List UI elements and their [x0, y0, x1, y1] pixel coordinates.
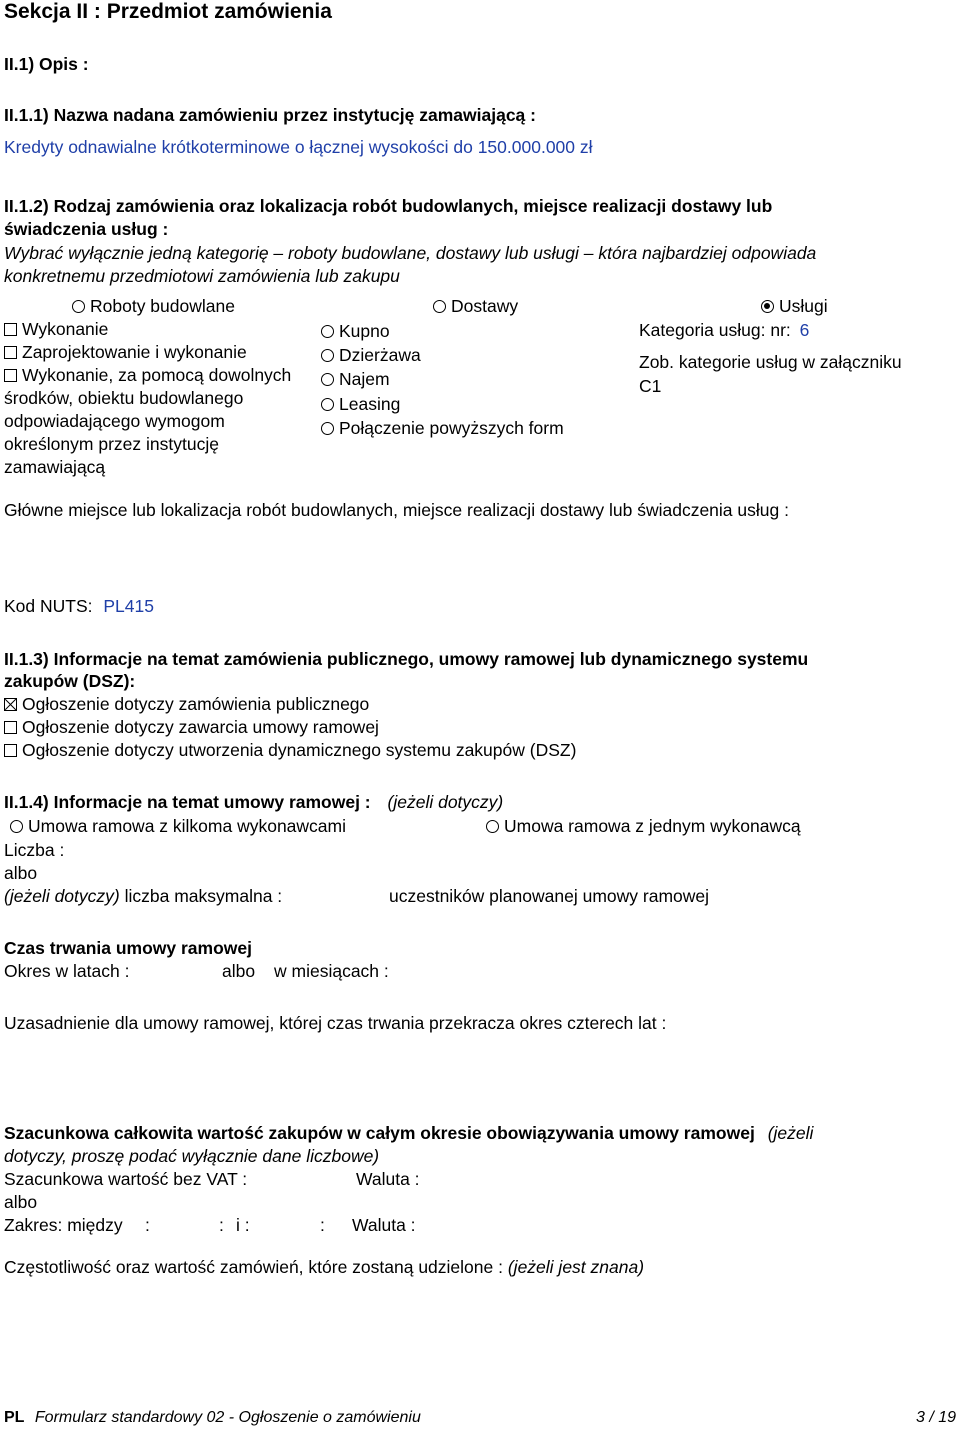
total-value-note-line1: (jeżeli — [767, 1123, 814, 1143]
framework-many-label: Umowa ramowa z kilkoma wykonawcami — [28, 816, 346, 836]
works-option-cont: określonym przez instytucję — [4, 434, 219, 454]
ii11-heading: II.1.1) Nazwa nadana zamówieniu przez instytucję zamawiającą : — [4, 105, 536, 125]
range-sep: : — [145, 1215, 150, 1235]
ii13-option-dps[interactable] — [4, 739, 576, 762]
supply-option-leasing[interactable] — [321, 393, 400, 416]
service-category-value: 6 — [799, 320, 810, 340]
radio-icon[interactable] — [321, 325, 334, 338]
section-title: Sekcja II : Przedmiot zamówienia — [4, 0, 332, 23]
radio-icon[interactable] — [321, 398, 334, 411]
ii13-option-framework[interactable] — [4, 716, 379, 739]
checkbox-icon[interactable] — [4, 323, 17, 336]
years-label: Okres w latach : — [4, 961, 130, 981]
frequency-note: (jeżeli jest znana) — [507, 1257, 645, 1277]
framework-many-option[interactable] — [10, 815, 346, 838]
type-works-label: Roboty budowlane — [90, 296, 235, 316]
ii12-heading-line1: II.1.2) Rodzaj zamówienia oraz lokalizacja robót budowlanych, miejsce realizacji dostawy lub — [4, 196, 773, 216]
works-option-realisation[interactable] — [4, 364, 291, 387]
framework-one-option[interactable] — [486, 815, 801, 838]
framework-one-label: Umowa ramowa z jednym wykonawcą — [504, 816, 801, 836]
justification-label: Uzasadnienie dla umowy ramowej, której czas trwania przekracza okres czterech lat : — [4, 1013, 667, 1033]
ii12-heading-line2: świadczenia usług : — [4, 219, 169, 239]
works-option-cont: zamawiającą — [4, 457, 106, 477]
ii13-option-public-contract[interactable] — [4, 693, 369, 716]
estimated-label: Szacunkowa wartość bez VAT : — [4, 1169, 248, 1189]
supply-option-combination[interactable] — [321, 417, 564, 440]
ii13-option-label: Ogłoszenie dotyczy utworzenia dynamicznego systemu zakupów (DSZ) — [22, 740, 577, 760]
service-category-label: Kategoria usług: nr: — [639, 320, 791, 340]
checkbox-icon[interactable] — [4, 369, 17, 382]
total-value-note-line2: dotyczy, proszę podać wyłącznie dane liczbowe) — [4, 1146, 380, 1166]
nuts-label: Kod NUTS: — [4, 596, 93, 616]
currency-label: Waluta : — [356, 1169, 420, 1189]
ii13-heading-line1: II.1.3) Informacje na temat zamówienia publicznego, umowy ramowej lub dynamicznego systemu — [4, 649, 809, 669]
service-category — [639, 319, 809, 342]
footer-left — [4, 1406, 421, 1429]
total-value-heading: Szacunkowa całkowita wartość zakupów w całym okresie obowiązywania umowy ramowej — [4, 1123, 755, 1143]
nuts-code — [4, 595, 154, 618]
works-option-design-execution[interactable] — [4, 341, 247, 364]
footer-page: 3 / 19 — [915, 1409, 956, 1426]
or-label-duration: albo — [222, 961, 256, 981]
supply-option-label: Najem — [339, 369, 390, 389]
radio-icon[interactable] — [321, 422, 334, 435]
count-label: Liczba : — [4, 840, 65, 860]
service-note-line1: Zob. kategorie usług w załączniku — [639, 352, 902, 372]
frequency-label: Częstotliwość oraz wartość zamówień, które zostaną udzielone : — [4, 1257, 503, 1277]
radio-icon[interactable] — [486, 820, 499, 833]
contract-name-value: Kredyty odnawialne krótkoterminowe o łącznej wysokości do 150.000.000 zł — [4, 137, 593, 157]
supply-option-lease[interactable] — [321, 344, 421, 367]
duration-heading: Czas trwania umowy ramowej — [4, 938, 252, 958]
works-option-cont: środków, obiektu budowlanego — [4, 388, 244, 408]
checkbox-icon[interactable] — [4, 721, 17, 734]
or-label: albo — [4, 863, 38, 883]
footer-lang: PL — [4, 1409, 25, 1426]
checkbox-checked-icon[interactable] — [4, 698, 17, 711]
checkbox-icon[interactable] — [4, 744, 17, 757]
range-sep: : — [320, 1215, 325, 1235]
type-services-label: Usługi — [779, 296, 828, 316]
checkbox-icon[interactable] — [4, 346, 17, 359]
range-label: Zakres: między — [4, 1215, 123, 1235]
service-note-line2: C1 — [639, 376, 662, 396]
ii13-option-label: Ogłoszenie dotyczy zawarcia umowy ramowej — [22, 717, 379, 737]
radio-icon[interactable] — [72, 300, 85, 313]
range-sep: : — [219, 1215, 224, 1235]
supply-option-rental[interactable] — [321, 368, 390, 391]
ii12-instruction-line2: konkretnemu przedmiotowi zamówienia lub zakupu — [4, 266, 400, 286]
ii14-heading-note: (jeżeli dotyczy) — [387, 792, 504, 812]
max-note: (jeżeli dotyczy) — [4, 886, 120, 906]
radio-icon[interactable] — [321, 373, 334, 386]
nuts-value: PL415 — [103, 596, 154, 616]
type-works-option[interactable] — [72, 295, 235, 318]
total-value-row — [4, 1122, 813, 1145]
currency-label-range: Waluta : — [352, 1215, 416, 1235]
ii14-heading-row — [4, 791, 503, 814]
supply-option-label: Dzierżawa — [339, 345, 421, 365]
range-and: i : — [236, 1215, 250, 1235]
frequency-row — [4, 1256, 644, 1279]
supply-option-purchase[interactable] — [321, 320, 390, 343]
participants-label: uczestników planowanej umowy ramowej — [389, 886, 710, 906]
works-option-label: Zaprojektowanie i wykonanie — [22, 342, 247, 362]
radio-icon[interactable] — [10, 820, 23, 833]
ii1-heading: II.1) Opis : — [4, 54, 89, 74]
supply-option-label: Leasing — [339, 394, 401, 414]
type-supplies-option[interactable] — [433, 295, 518, 318]
max-row — [4, 885, 282, 908]
supply-option-label: Kupno — [339, 321, 390, 341]
supply-option-label: Połączenie powyższych form — [339, 418, 564, 438]
radio-icon[interactable] — [433, 300, 446, 313]
works-option-label: Wykonanie — [22, 319, 109, 339]
ii13-heading-line2: zakupów (DSZ): — [4, 671, 136, 691]
months-label: w miesiącach : — [274, 961, 389, 981]
max-label: liczba maksymalna : — [124, 886, 283, 906]
ii14-heading: II.1.4) Informacje na temat umowy ramowej : — [4, 792, 371, 812]
or-label-value: albo — [4, 1192, 38, 1212]
footer-form-name: Formularz standardowy 02 - Ogłoszenie o zamówieniu — [34, 1409, 421, 1426]
works-option-execution[interactable] — [4, 318, 108, 341]
ii12-instruction-line1: Wybrać wyłącznie jedną kategorię – roboty budowlane, dostawy lub usługi – która najbardziej odpowiada — [4, 243, 817, 263]
type-services-option[interactable] — [761, 295, 828, 318]
type-supplies-label: Dostawy — [451, 296, 519, 316]
ii13-option-label: Ogłoszenie dotyczy zamówienia publicznego — [22, 694, 370, 714]
works-option-label: Wykonanie, za pomocą dowolnych — [22, 365, 292, 385]
works-option-cont: odpowiadającego wymogom — [4, 411, 225, 431]
location-label: Główne miejsce lub lokalizacja robót budowlanych, miejsce realizacji dostawy lub świadczenia usług : — [4, 500, 789, 520]
radio-selected-icon[interactable] — [761, 300, 774, 313]
radio-icon[interactable] — [321, 349, 334, 362]
